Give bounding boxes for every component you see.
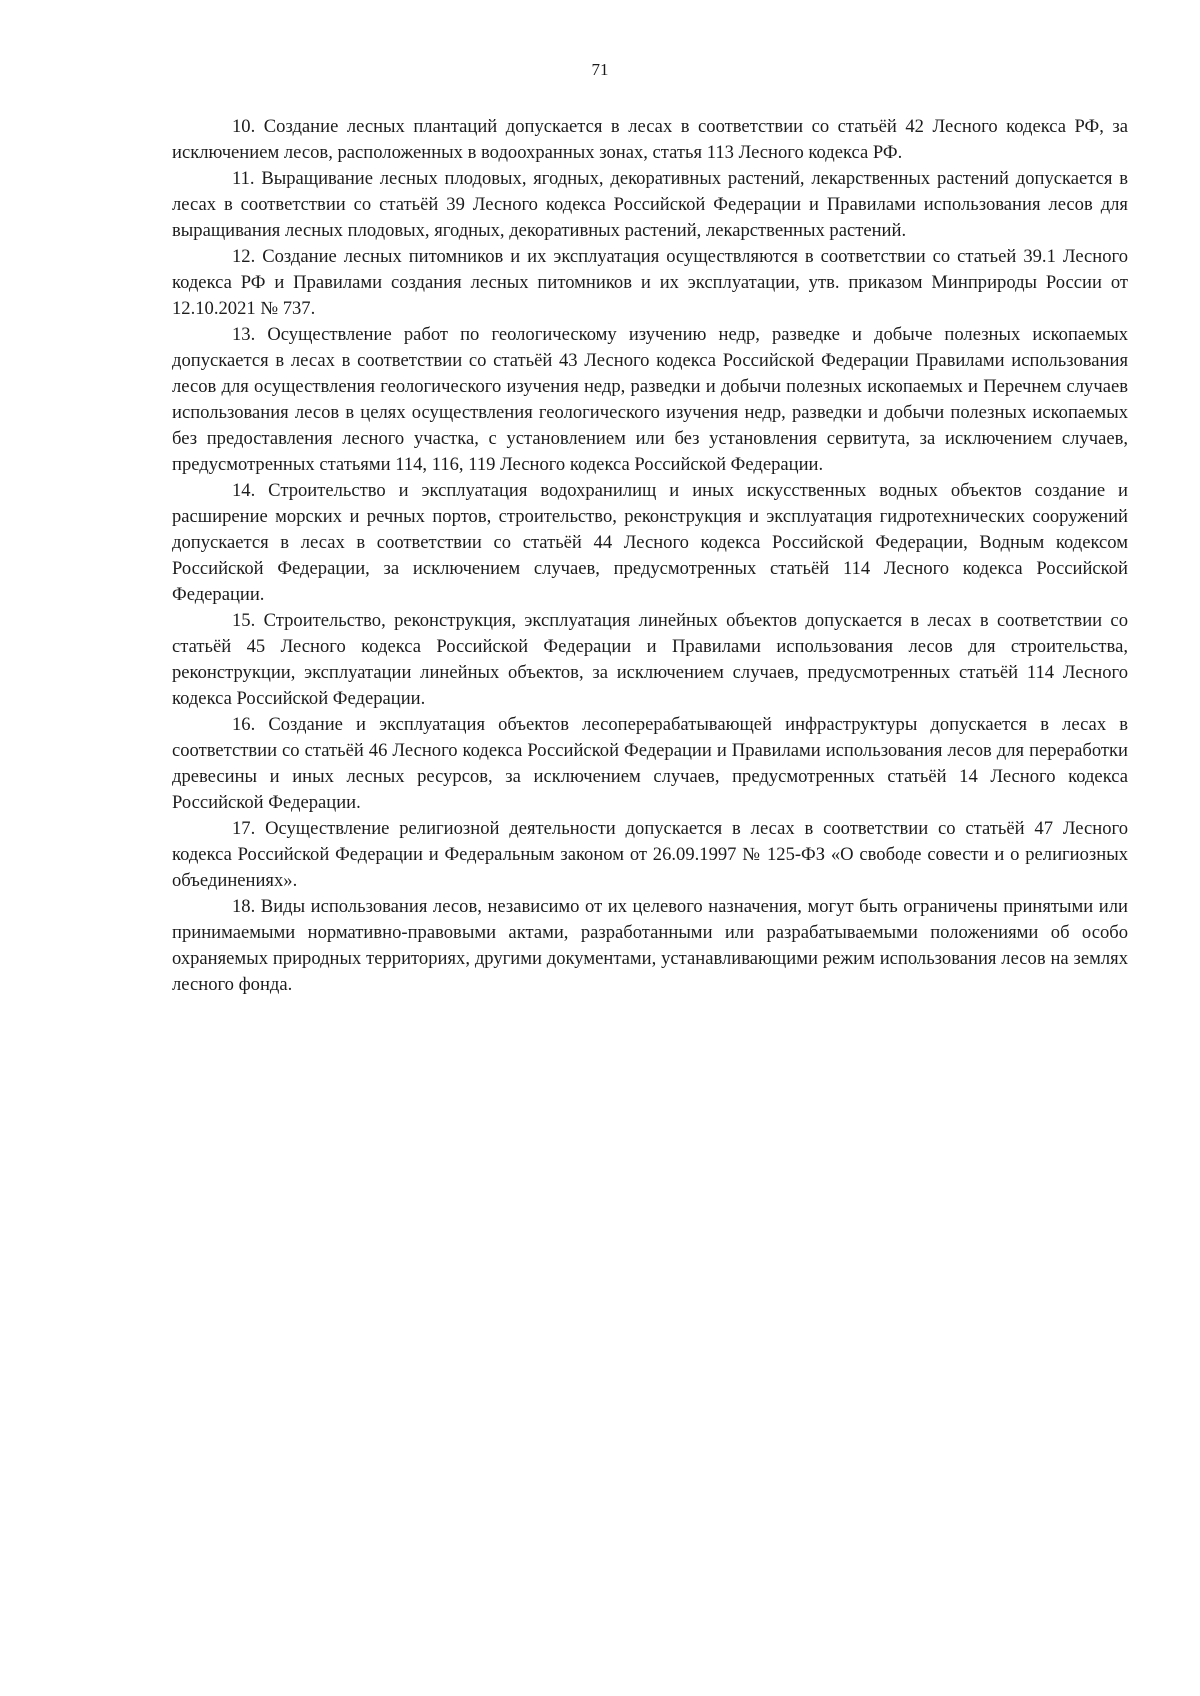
- paragraph-11: 11. Выращивание лесных плодовых, ягодных, декоративных растений, лекарственных растений допускается в лесах в соответствии со статьёй 39 Лесного кодекса Российской Федерации и Правилами использования лесов для выращивания лесных плодовых, ягодных, декоративных растений, лекарственных растений.: [172, 168, 1128, 241]
- paragraph-15: 15. Строительство, реконструкция, эксплуатация линейных объектов допускается в лесах в соответствии со статьёй 45 Лесного кодекса Российской Федерации и Правилами использования лесов для строительства, реконструкции, эксплуатации линейных объектов, за исключением случаев, предусмотренных статьёй 114 Лесного кодекса Российской Федерации.: [172, 610, 1128, 709]
- paragraph-18: 18. Виды использования лесов, независимо от их целевого назначения, могут быть ограничены принятыми или принимаемыми нормативно-правовыми актами, разработанными или разрабатываемыми положениями об особо охраняемых природных территориях, другими документами, устанавливающими режим использования лесов на землях лесного фонда.: [172, 896, 1128, 995]
- paragraph-12: 12. Создание лесных питомников и их эксплуатация осуществляются в соответствии со статьей 39.1 Лесного кодекса РФ и Правилами создания лесных питомников и их эксплуатации, утв. приказом Минприроды России от 12.10.2021 № 737.: [172, 246, 1128, 319]
- page-number: 71: [591, 60, 609, 79]
- document-body: [172, 114, 1128, 998]
- paragraph-10: 10. Создание лесных плантаций допускается в лесах в соответствии со статьёй 42 Лесного кодекса РФ, за исключением лесов, расположенных в водоохранных зонах, статья 113 Лесного кодекса РФ.: [172, 116, 1128, 163]
- paragraph-16: 16. Создание и эксплуатация объектов лесоперерабатывающей инфраструктуры допускается в лесах в соответствии со статьёй 46 Лесного кодекса Российской Федерации и Правилами использования лесов для переработки древесины и иных лесных ресурсов, за исключением случаев, предусмотренных статьёй 14 Лесного кодекса Российской Федерации.: [172, 714, 1128, 813]
- paragraph-13: 13. Осуществление работ по геологическому изучению недр, разведке и добыче полезных ископаемых допускается в лесах в соответствии со статьёй 43 Лесного кодекса Российской Федерации Правилами использования лесов для осуществления геологического изучения недр, разведки и добычи полезных ископаемых и Перечнем случаев использования лесов в целях осуществления геологического изучения недр, разведки и добычи полезных ископаемых без предоставления лесного участка, с установлением или без установления сервитута, за исключением случаев, предусмотренных статьями 114, 116, 119 Лесного кодекса Российской Федерации.: [172, 324, 1128, 475]
- paragraph-14: 14. Строительство и эксплуатация водохранилищ и иных искусственных водных объектов создание и расширение морских и речных портов, строительство, реконструкция и эксплуатация гидротехнических сооружений допускается в лесах в соответствии со статьёй 44 Лесного кодекса Российской Федерации, Водным кодексом Российской Федерации, за исключением случаев, предусмотренных статьёй 114 Лесного кодекса Российской Федерации.: [172, 480, 1128, 605]
- paragraph-17: 17. Осуществление религиозной деятельности допускается в лесах в соответствии со статьёй 47 Лесного кодекса Российской Федерации и Федеральным законом от 26.09.1997 № 125-ФЗ «О свободе совести и о религиозных объединениях».: [172, 818, 1128, 891]
